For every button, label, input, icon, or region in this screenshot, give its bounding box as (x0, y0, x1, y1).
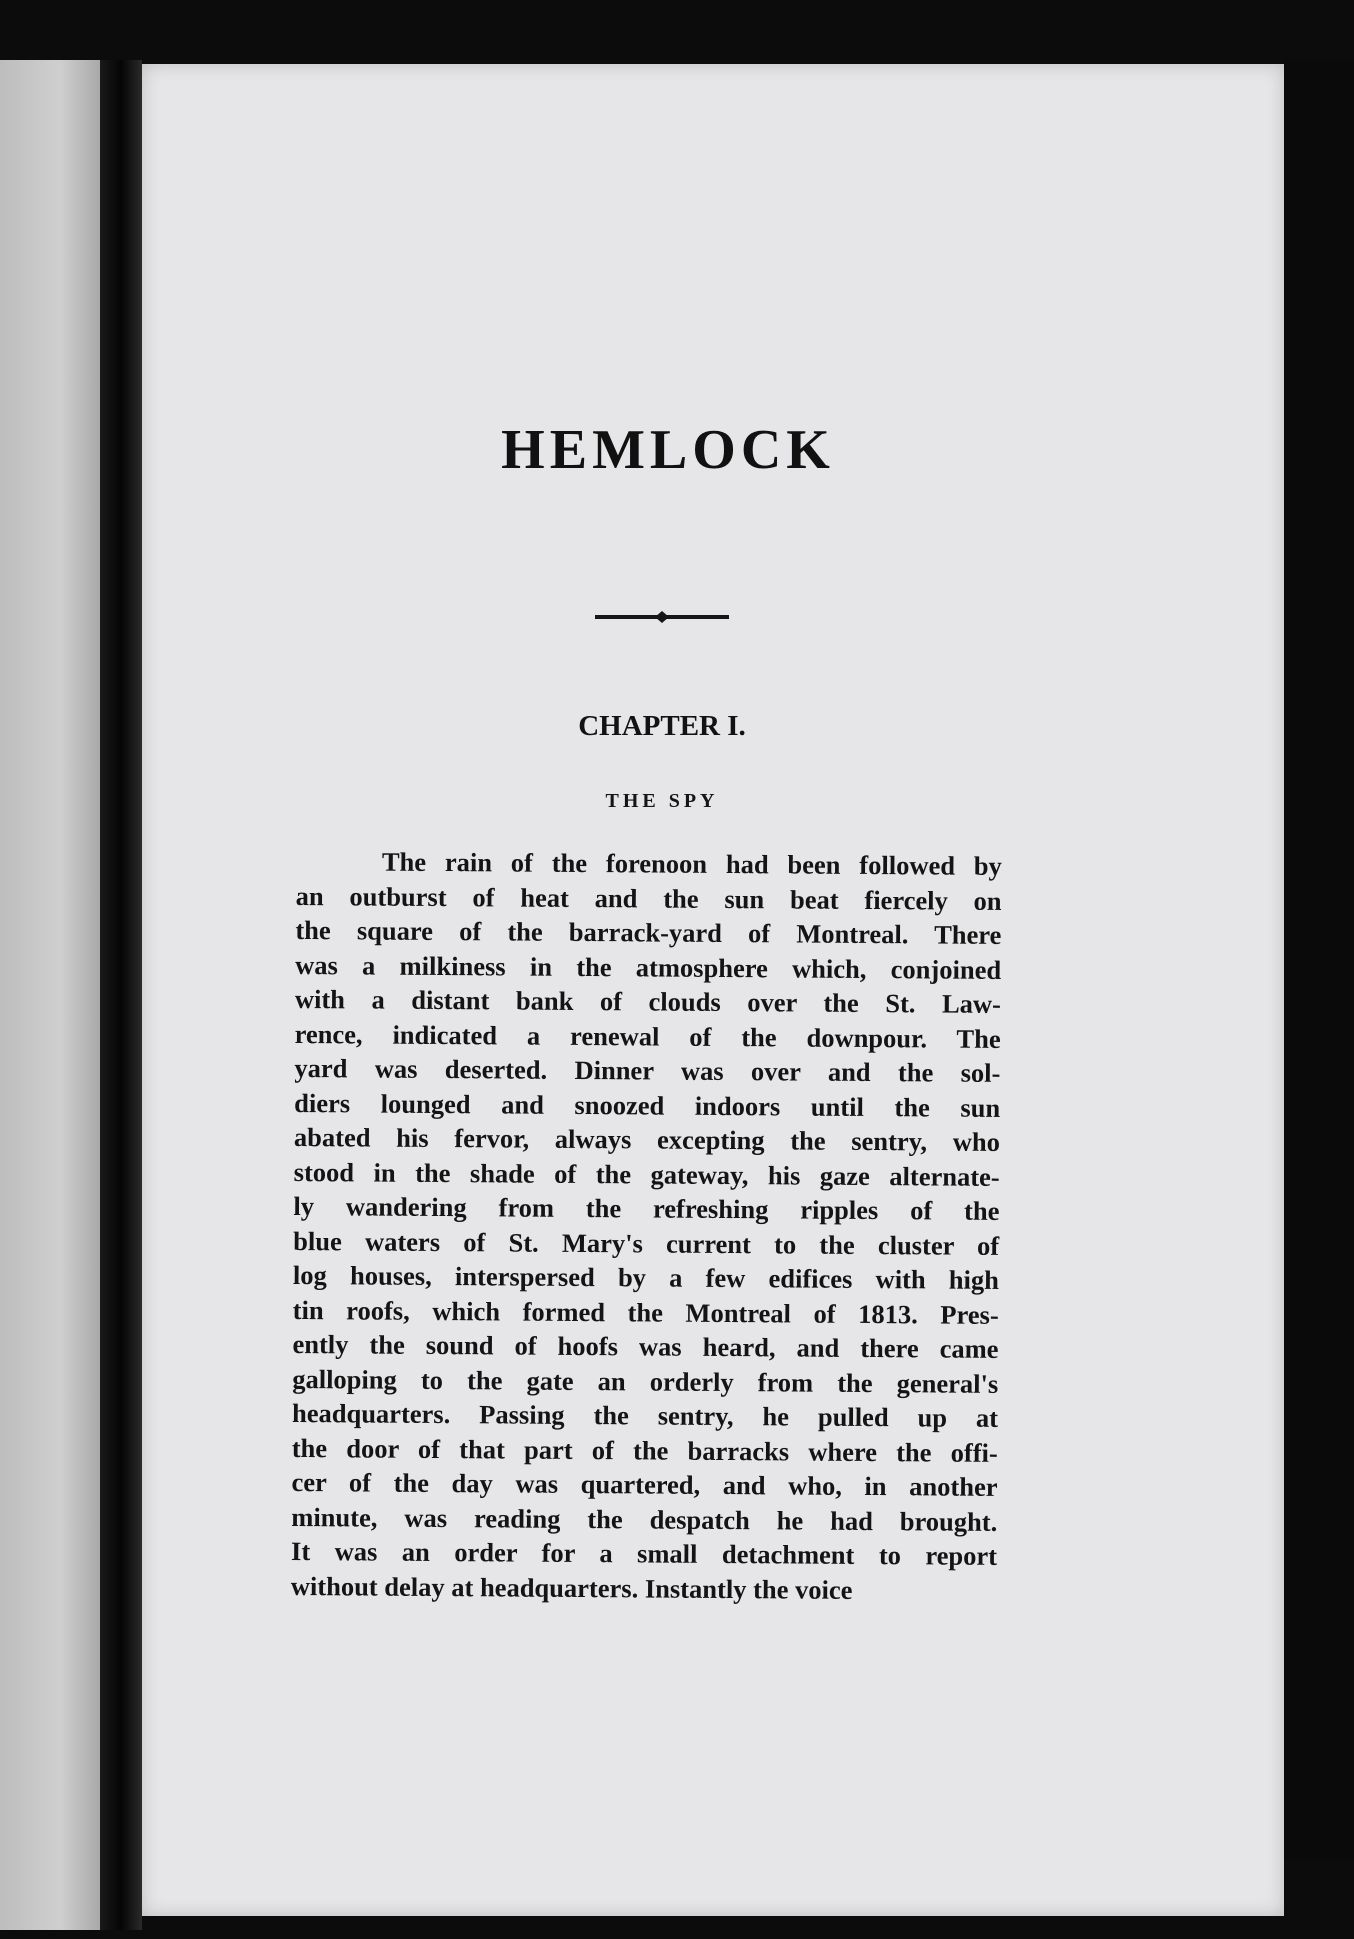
body-text-line: tin roofs, which formed the Montreal of 1813. Pres- (292, 1294, 999, 1330)
body-text-line: without delay at headquarters. Instantly the voice (290, 1570, 853, 1605)
body-text-line: an outburst of heat and the sun beat fiercely on (295, 880, 1002, 916)
title-rule-ornament (593, 605, 731, 629)
book-gutter (100, 60, 142, 1930)
body-text-line: abated his fervor, always excepting the sentry, who (293, 1121, 1001, 1157)
chapter-subtitle: THE SPY (605, 790, 719, 812)
body-text-line: It was an order for a small detachment to report (290, 1535, 998, 1571)
body-text-line: yard was deserted. Dinner was over and the sol- (294, 1052, 1001, 1088)
body-text-line: diers lounged and snoozed indoors until the sun (294, 1087, 1001, 1123)
scan-right-margin (1282, 60, 1354, 1860)
body-text-line: ly wandering from the refreshing ripples of the (293, 1190, 1000, 1226)
body-text-line: cer of the day was quartered, and who, in another (291, 1466, 998, 1502)
body-text-line: with a distant bank of clouds over the St. Law- (294, 983, 1002, 1019)
body-text-line: blue waters of St. Mary's current to the cluster of (293, 1225, 1000, 1261)
body-text-line: minute, was reading the despatch he had brought. (291, 1501, 998, 1537)
book-title: HEMLOCK (501, 419, 835, 481)
body-text-line: was a milkiness in the atmosphere which, conjoined (295, 949, 1002, 985)
body-text-line: stood in the shade of the gateway, his gaze alternate- (293, 1156, 1000, 1192)
body-text-line: rence, indicated a renewal of the downpour. The (294, 1018, 1001, 1054)
body-text-line: ently the sound of hoofs was heard, and there came (292, 1328, 999, 1364)
facing-page-edge (0, 60, 100, 1930)
body-text-line: the door of that part of the barracks where the offi- (291, 1432, 998, 1468)
body-text-line: galloping to the gate an orderly from the general's (292, 1363, 999, 1399)
body-text-line: log houses, interspersed by a few edifices with high (292, 1259, 1000, 1295)
chapter-heading: CHAPTER I. (578, 710, 746, 742)
body-text-line: The rain of the forenoon had been followed by (381, 846, 1002, 881)
body-text-line: headquarters. Passing the sentry, he pulled up at (291, 1397, 999, 1433)
chapter-body-text (291, 844, 1002, 1608)
body-text-line: the square of the barrack-yard of Montreal. There (295, 914, 1002, 950)
